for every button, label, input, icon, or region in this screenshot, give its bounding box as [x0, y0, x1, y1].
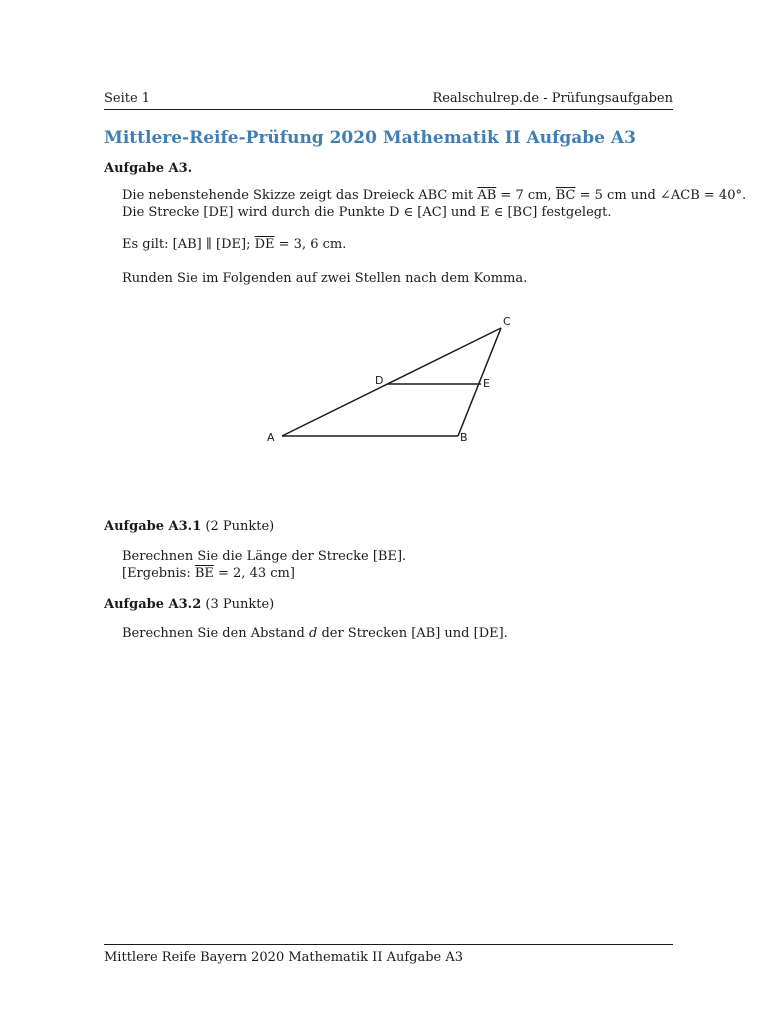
a31-result [122, 565, 295, 583]
page-header [104, 89, 673, 110]
intro-text: Die nebenstehende Skizze zeigt das Dreieck ABC mit [122, 188, 478, 203]
triangle-sketch [255, 305, 525, 455]
task-rounding: Runden Sie im Folgenden auf zwei Stellen nach dem Komma. [122, 271, 528, 286]
a31-text: Berechnen Sie die Länge der Strecke [BE]. [122, 549, 407, 564]
page-footer: Mittlere Reife Bayern 2020 Mathematik II Aufgabe A3 [104, 944, 673, 965]
a32-text-post: der Strecken [AB] und [DE]. [317, 626, 508, 641]
label-c: C [503, 315, 511, 328]
label-e: E [483, 377, 490, 390]
side-bc [458, 328, 501, 436]
bc-value: = 5 cm und ∠ACB = 40°. [575, 188, 747, 203]
a32-points: (3 Punkte) [205, 597, 275, 612]
a31-heading [104, 519, 274, 534]
a32-variable: d [308, 626, 318, 641]
a32-heading-label: Aufgabe A3.2 [104, 597, 202, 612]
a32-heading [104, 597, 274, 612]
task-intro [122, 187, 746, 205]
segment-ab: $\overline{AB}$ [477, 188, 497, 203]
label-d: D [375, 374, 384, 387]
source-label: Realschulrep.de - Prüfungsaufgaben [432, 91, 673, 106]
segment-be: $\overline{BE}$ [194, 566, 214, 581]
a31-heading-label: Aufgabe A3.1 [104, 519, 202, 534]
given-text: Es gilt: [AB] ∥ [DE]; [122, 237, 255, 252]
be-value: = 2, 43 cm] [213, 566, 295, 581]
de-value: = 3, 6 cm. [274, 237, 347, 252]
result-prefix: [Ergebnis: [122, 566, 195, 581]
label-b: B [460, 431, 468, 444]
a32-text-pre: Berechnen Sie den Abstand [122, 626, 309, 641]
task-heading [104, 161, 192, 176]
a32-text [122, 625, 508, 643]
task-given [122, 236, 346, 254]
segment-bc: $\overline{BC}$ [555, 188, 576, 203]
ab-value: = 7 cm, [496, 188, 556, 203]
page-number: Seite 1 [104, 91, 151, 106]
task-line2: Die Strecke [DE] wird durch die Punkte D ∈ [AC] und E ∈ [BC] festgelegt. [122, 205, 612, 220]
a31-points: (2 Punkte) [205, 519, 275, 534]
side-ac [282, 328, 501, 436]
label-a: A [267, 431, 275, 444]
task-heading-label: Aufgabe A3. [104, 161, 193, 176]
segment-de: $\overline{DE}$ [254, 237, 275, 252]
page-title: Mittlere-Reife-Prüfung 2020 Mathematik II Aufgabe A3 [104, 128, 636, 148]
